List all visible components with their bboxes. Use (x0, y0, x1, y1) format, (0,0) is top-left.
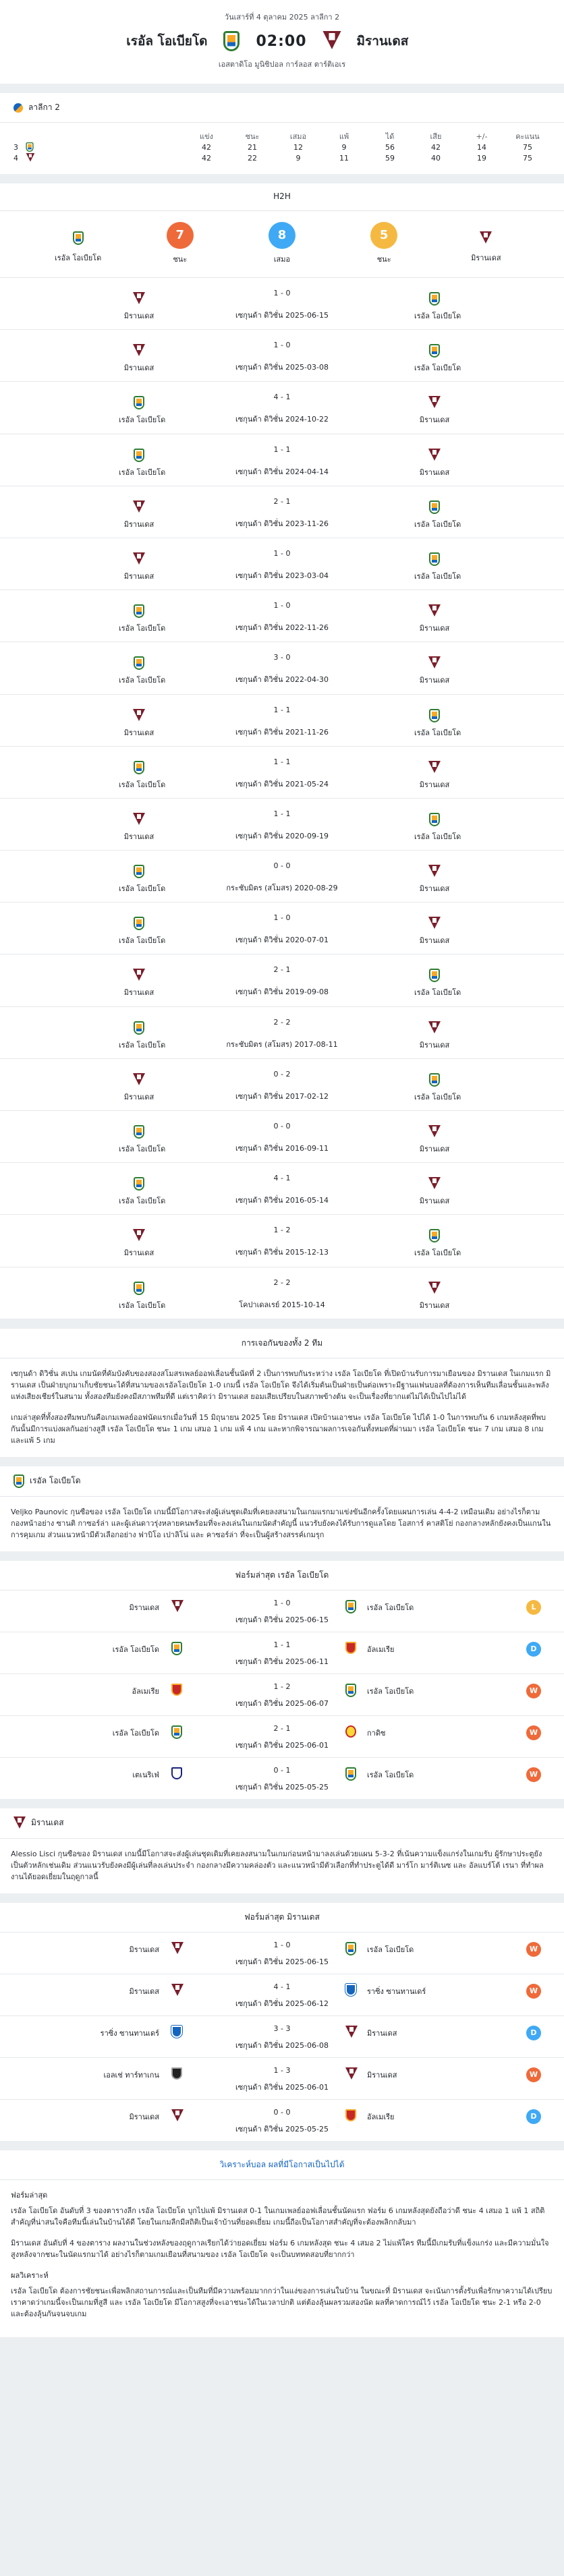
h2h-away-team: เรอัล โอเบียโด (414, 728, 461, 737)
h2h-away-team: เรอัล โอเบียโด (414, 1249, 461, 1258)
prediction-title: วิเคราะห์บอล ผลที่มีโอกาสเป็นไปได้ (0, 2150, 564, 2180)
h2h-match-row[interactable] (0, 1163, 564, 1215)
h2h-score: 0 - 0 (273, 861, 291, 871)
h2h-away-crest-icon (429, 344, 440, 357)
form-score: 1 - 0 (273, 1940, 291, 1949)
home-form-list (0, 1590, 564, 1799)
h2h-away-team: เรอัล โอเบียโด (414, 364, 461, 373)
h2h-competition-date: เซกุนด้า ดิวิชั่น 2016-09-11 (235, 1144, 329, 1153)
h2h-match-row[interactable] (0, 590, 564, 642)
h2h-away-team: เรอัล โอเบียโด (414, 571, 461, 581)
form-result-badge: D (526, 2109, 541, 2124)
standings-crest-cell (24, 151, 39, 165)
standings-cell-gd: 19 (477, 153, 486, 163)
away-team-panel (0, 1808, 564, 1893)
h2h-away-team: มิรานเดส (419, 780, 450, 789)
h2h-match-row[interactable] (0, 903, 564, 954)
standings-cell-gd: 14 (477, 142, 486, 152)
form-match-row[interactable] (0, 1932, 564, 1974)
h2h-away-crest-icon (428, 604, 441, 618)
h2h-match-row[interactable] (0, 1059, 564, 1111)
h2h-home-team: เรอัล โอเบียโด (119, 780, 166, 789)
form-result-badge: W (526, 1725, 541, 1740)
form-score: 1 - 0 (273, 1598, 291, 1607)
h2h-score: 3 - 0 (273, 653, 291, 662)
h2h-away (414, 552, 461, 582)
h2h-match-row[interactable] (0, 799, 564, 851)
h2h-score: 4 - 1 (273, 393, 291, 402)
form-match-row[interactable] (0, 1757, 564, 1799)
prediction-form-away: มิรานเดส อันดับที่ 4 ของตาราง ผลงานในช่วงหลังของฤดูกาลเรียกได้ว่ายอดเยี่ยม ฟอร์ม 6 เกมหลังสุด ชนะ 4 เสมอ 2 ไม่แพ้ใคร ทีมนี้มีเกมรับที่แข็งแกร่ง และมีความมั่นใจสูงหลังจากชนะในนัดแรกมาได้ อย่างไรก็ตามเกมเยือนที่สนามของ เรอัล โอเบียโด จะเป็นบททดสอบที่ยากกว่า (11, 2238, 549, 2259)
h2h-away-crest-icon (429, 552, 440, 566)
standings-cell-pts: 75 (523, 153, 532, 163)
h2h-away-team: มิรานเดส (419, 1300, 450, 1310)
form-date: เซกุนด้า ดิวิชั่น 2025-06-07 (235, 1698, 329, 1708)
standings-cell-pos: 4 (13, 153, 18, 163)
form-score: 1 - 2 (273, 1682, 291, 1691)
h2h-competition-date: เซกุนด้า ดิวิชั่น 2024-04-14 (235, 467, 329, 476)
h2h-win-label-right: ชนะ (376, 255, 391, 264)
h2h-away-team: มิรานเดส (419, 884, 450, 894)
form-away-team: เรอัล โอเบียโด (367, 1770, 414, 1779)
h2h-home-team: มิรานเดส (123, 519, 154, 529)
h2h-away (414, 1125, 455, 1155)
match-header (0, 0, 564, 84)
standings-cell-p: 42 (202, 142, 211, 152)
h2h-home-team: เรอัล โอเบียโด (119, 624, 166, 633)
h2h-draws: 8 (269, 222, 295, 249)
h2h-left-crest-icon (73, 231, 84, 245)
form-away-crest-icon (345, 1600, 356, 1613)
home-team-name[interactable]: เรอัล โอเบียโด (126, 34, 208, 49)
standings-cell-gf: 56 (385, 142, 395, 152)
h2h-away (414, 761, 455, 791)
standings-cell-l: 9 (341, 142, 347, 152)
h2h-away-crest-icon (429, 813, 440, 826)
h2h-score: 0 - 0 (273, 1122, 291, 1130)
form-home-team: เตเนริเฟ่ (132, 1770, 159, 1779)
standings-cell-l: 11 (339, 153, 349, 163)
form-match-row[interactable] (0, 2099, 564, 2141)
h2h-away-team: มิรานเดส (419, 676, 450, 685)
h2h-away-crest-icon (429, 709, 440, 722)
h2h-score: 1 - 0 (273, 913, 291, 923)
h2h-match-row[interactable] (0, 747, 564, 799)
h2h-away-crest-icon (428, 656, 441, 670)
standings-cell-ga: 40 (431, 153, 441, 163)
standings-header-row (13, 131, 551, 142)
form-match-row[interactable] (0, 2057, 564, 2099)
standings-col-header: เสมอ (289, 132, 307, 141)
h2h-competition-date: เซกุนด้า ดิวิชั่น 2024-10-22 (235, 415, 329, 424)
prediction-result-text: เรอัล โอเบียโด ต้องการชัยชนะเพื่อพลิกสถานการณ์และเป็นทีมที่มีความพร้อมมากกว่าในแง่ของการเล่นในบ้าน ในขณะที่ มิรานเดส จะเน้นการตั้งรับเพื่อรักษาความได้เปรียบ เราคาดว่าเกมนี้จะเป็นเกมที่สูสี และ เรอัล โอเบียโด มีโอกาสสูงที่จะเอาชนะได้ในเวลาปกติ แต่ต้องลุ้นผลรวมสองนัด ผลที่คาดการณ์ไว้ เรอัล โอเบียโด ชนะ 2-1 หรือ 2-0 และต้องลุ้นกันจนจบเกม (11, 2286, 553, 2318)
h2h-score: 4 - 1 (273, 1174, 291, 1183)
home-section-crest-icon (13, 1475, 24, 1488)
h2h-away-crest-icon (428, 449, 441, 462)
h2h-home-team: มิรานเดส (123, 728, 154, 737)
standings-cell-w: 22 (248, 153, 257, 163)
h2h-win-label: ชนะ (173, 255, 188, 264)
h2h-competition-date: เซกุนด้า ดิวิชั่น 2019-09-08 (235, 988, 329, 997)
h2h-match-list (0, 277, 564, 1319)
form-date: เซกุนด้า ดิวิชั่น 2025-05-25 (235, 2124, 329, 2134)
prediction-panel (0, 2150, 564, 2337)
form-home-team: เรอัล โอเบียโด (112, 1728, 159, 1738)
standings-panel (0, 93, 564, 174)
home-section-team[interactable]: เรอัล โอเบียโด (30, 1476, 81, 1486)
h2h-away (414, 292, 461, 322)
h2h-score: 0 - 2 (273, 1069, 291, 1079)
form-away-team: ราซิ่ง ซานทานเดร์ (367, 1986, 426, 1996)
h2h-home-team: มิรานเดส (123, 1249, 154, 1258)
away-section-text: Alessio Lisci กุนซือของ มิรานเดส เกมนี้มีโอกาสจะส่งผู้เล่นชุดเดิมที่เคยลงสนามในเกมก่อนหน้ามาลงเล่นด้วยแผน 5-3-2 ที่เน้นความแข็งแกร่งในเกมรับ ผู้รักษาประตูยังเป็นตัวหลักเช่นเดิม ส่วนแนวรับยังคงมีผู้เล่นที่ลงเล่นประจำ กองกลางมีความคล่องตัว และแนวหน้ามีตัวเลือกที่ทำประตูได้ดี มาร์โก มาร์ติเนซ และ อัลแบร์โต้ เรนา ที่ทำผลงานได้ยอดเยี่ยมในฤดูกาลนี้ (11, 1849, 544, 1881)
away-form-panel (0, 1903, 564, 2141)
form-home-team: อัลเมเรีย (132, 1686, 159, 1696)
h2h-away-team: เรอัล โอเบียโด (414, 832, 461, 841)
form-away-crest-icon (345, 2067, 358, 2081)
h2h-match-row[interactable] (0, 330, 564, 382)
h2h-home-team: เรอัล โอเบียโด (119, 416, 166, 425)
form-match-row[interactable] (0, 1974, 564, 2015)
h2h-home-team: เรอัล โอเบียโด (119, 1197, 166, 1206)
h2h-score: 2 - 1 (273, 965, 291, 975)
h2h-match-row[interactable] (0, 434, 564, 486)
h2h-match-row[interactable] (0, 382, 564, 434)
away-section-crest-icon (13, 1816, 26, 1830)
form-score: 1 - 1 (273, 1640, 291, 1649)
h2h-away-crest-icon (428, 865, 441, 878)
h2h-away-crest-icon (428, 761, 441, 774)
h2h-away-crest-icon (428, 1021, 441, 1035)
h2h-away-team: มิรานเดส (419, 467, 450, 477)
standings-col-header: ชนะ (245, 132, 260, 141)
h2h-score: 1 - 0 (273, 341, 291, 350)
h2h-competition-date: เซกุนด้า ดิวิชั่น 2025-06-15 (235, 311, 329, 320)
form-match-row[interactable] (0, 1673, 564, 1715)
home-form-panel (0, 1561, 564, 1799)
h2h-match-row[interactable] (0, 1111, 564, 1163)
h2h-competition-date: เซกุนด้า ดิวิชั่น 2016-05-14 (235, 1196, 329, 1205)
form-result-badge: W (526, 2067, 541, 2082)
form-home-team: มิรานเดส (129, 1945, 159, 1954)
standings-col-header: แพ้ (339, 132, 349, 141)
analysis-title: การเจอกันของทั้ง 2 ทีม (0, 1329, 564, 1358)
h2h-competition-date: เซกุนด้า ดิวิชั่น 2017-02-12 (235, 1091, 329, 1101)
h2h-home-team: เรอัล โอเบียโด (119, 1040, 166, 1050)
h2h-away (414, 500, 461, 530)
form-date: เซกุนด้า ดิวิชั่น 2025-06-01 (235, 1740, 329, 1750)
form-score: 0 - 1 (273, 1765, 291, 1775)
h2h-competition-date: เซกุนด้า ดิวิชั่น 2021-05-24 (235, 779, 329, 789)
h2h-score: 1 - 0 (273, 289, 291, 297)
h2h-away (414, 656, 455, 686)
standings-col-header: ได้ (385, 132, 395, 141)
h2h-away-team: มิรานเดส (419, 1145, 450, 1153)
standings-cell-gf: 59 (385, 153, 395, 163)
h2h-home-team: เรอัล โอเบียโด (119, 1300, 166, 1310)
form-away-team: เรอัล โอเบียโด (367, 1945, 414, 1954)
home-team-panel (0, 1466, 564, 1551)
h2h-competition-date: เซกุนด้า ดิวิชั่น 2015-12-13 (235, 1248, 329, 1257)
standings-table (0, 123, 564, 174)
h2h-away (414, 917, 455, 946)
standings-col-header: +/- (476, 132, 488, 141)
standings-cell-pos: 3 (13, 142, 18, 152)
form-home-team: มิรานเดส (129, 1986, 159, 1996)
h2h-score: 1 - 2 (273, 1226, 291, 1235)
analysis-paragraph-1: เซกุนด้า ดิวิชั่น สเปน เกมนัดที่คัมบังคับของสองสโมสรเพลย์ออฟเลื่อนชั้นนัดที่ 2 เป็นการพบกันระหว่าง เรอัล โอเบียโด ที่เปิดบ้านรับการมาเยือนของ มิรานเดส ในเกมแรก มิรานเดส เป็นฝ่ายบุกมาเก็บชัยชนะได้ที่สนามของเรอัลโอเบียโด 1-0 เกมนี้ เรอัล โอเบียโด จึงได้เริ่มต้นเป็นฝ่ายเป็นต่อเพราะมีฐานแฟนบอลที่ต้องการเห็นทีมเลื่อนชั้นและพลังแห่งเสียงเชียร์ในสนาม ทั้งสองทีมยังคงมีสภาพทีมที่ดี แต่เราคิดว่า มิรานเดส ยอมเสียเปรียบในสภาพข้างต้น จะเป็นเรื่องที่ยากแต่ไม่ได้เป็นไปไม่ได้ (11, 1369, 551, 1401)
prediction-form-home: เรอัล โอเบียโด อันดับที่ 3 ของตารางลีก เรอัล โอเบียโด บุกไปแพ้ มิรานเดส 0-1 ในเกมเพลย์ออฟเลื่อนชั้นนัดแรก ฟอร์ม 6 เกมหลังสุดยังถือว่าดี ชนะ 4 เสมอ 1 แพ้ 1 สถิติสำคัญที่น่าสนใจคือทีมนี้เล่นในบ้านได้ดี โดยในเกมลีกมีสถิติเป็นเจ้าบ้านที่ยอดเยี่ยม เกมนี้ถือเป็นโอกาสสำคัญที่จะต้องพลิกกลับมา (11, 2206, 545, 2227)
standings-cell-d: 9 (295, 153, 301, 163)
h2h-away-crest-icon (429, 969, 440, 982)
form-result-badge: W (526, 1767, 541, 1782)
form-date: เซกุนด้า ดิวิชั่น 2025-06-08 (235, 2040, 329, 2050)
h2h-title: H2H (0, 183, 564, 211)
standings-cell-w: 21 (248, 142, 257, 152)
form-away-team: เรอัล โอเบียโด (367, 1603, 414, 1612)
form-result-badge: W (526, 1942, 541, 1957)
form-date: เซกุนด้า ดิวิชั่น 2025-06-01 (235, 2082, 329, 2092)
form-match-row[interactable] (0, 1632, 564, 1673)
h2h-match-row[interactable] (0, 642, 564, 694)
standings-cell-pts: 75 (523, 142, 532, 152)
form-result-badge: L (526, 1600, 541, 1615)
form-away-crest-icon (345, 1767, 356, 1781)
form-away-team: มิรานเดส (367, 2070, 397, 2080)
standings-col-header: แข่ง (200, 132, 213, 141)
h2h-home-team: มิรานเดส (123, 571, 154, 581)
h2h-summary (0, 211, 564, 277)
match-date: วันเสาร์ที่ 4 ตุลาคม 2025 ลาลีกา 2 (224, 13, 340, 22)
form-score: 2 - 1 (273, 1723, 291, 1733)
h2h-away (414, 396, 455, 426)
team-crest-icon (26, 142, 33, 152)
h2h-competition-date: เซกุนด้า ดิวิชั่น 2020-07-01 (235, 936, 329, 945)
h2h-score: 2 - 1 (273, 496, 291, 506)
form-date: เซกุนด้า ดิวิชั่น 2025-05-25 (235, 1782, 329, 1792)
h2h-competition-date: โคปาเดลเรย์ 2015-10-14 (239, 1300, 325, 1309)
h2h-left-team: เรอัล โอเบียโด (54, 254, 102, 262)
form-score: 0 - 0 (273, 2107, 291, 2117)
h2h-home-team: มิรานเดส (123, 364, 154, 373)
h2h-away (414, 1282, 455, 1311)
h2h-score: 1 - 0 (273, 548, 291, 558)
form-result-badge: W (526, 1984, 541, 1999)
h2h-competition-date: กระชับมิตร (สโมสร) 2017-08-11 (226, 1039, 338, 1049)
form-home-team: มิรานเดส (129, 1603, 159, 1612)
form-date: เซกุนด้า ดิวิชั่น 2025-06-15 (235, 1957, 329, 1966)
venue: เอสตาดิโอ มูนิซิปอล การ์ลอส ตาร์ติเอเร (218, 60, 346, 69)
h2h-score: 1 - 0 (273, 601, 291, 610)
h2h-competition-date: เซกุนด้า ดิวิชั่น 2022-11-26 (235, 623, 329, 633)
standings-cell-ga: 42 (431, 142, 441, 152)
h2h-away-team: เรอัล โอเบียโด (414, 988, 461, 998)
h2h-competition-date: เซกุนด้า ดิวิชั่น 2020-09-19 (235, 831, 329, 840)
form-away-crest-icon (345, 1684, 356, 1697)
h2h-home-team: เรอัล โอเบียโด (119, 676, 166, 685)
h2h-right-wins: 5 (370, 222, 397, 249)
home-crest-icon (223, 31, 239, 51)
standings-row[interactable] (13, 152, 551, 163)
analysis-paragraph-2: เกมล่าสุดที่ทั้งสองทีมพบกันคือเกมเพลย์ออฟนัดแรกเมื่อวันที่ 15 มิถุนายน 2025 โดย มิรานเดส เปิดบ้านเอาชนะ เรอัล โอเบียโด ไปได้ 1-0 ในการพบกัน 6 เกมหลังสุดที่พบกันนั้นมีการแบ่งผลกันอย่างสูสี เรอัล โอเบียโด ชนะ 1 เกม เสมอ 1 เกม แพ้ 4 เกม และหากพิจารณาผลการเจอกันทั้งหมดที่ผ่านมา เรอัล โอเบียโด ชนะ 7 เกม เสมอ 8 เกม และแพ้ 5 เกม (11, 1412, 546, 1445)
team-crest-icon (26, 153, 35, 163)
h2h-competition-date: เซกุนด้า ดิวิชั่น 2022-04-30 (235, 675, 329, 685)
h2h-match-row[interactable] (0, 851, 564, 903)
h2h-away-team: มิรานเดส (419, 624, 450, 633)
h2h-competition-date: เซกุนด้า ดิวิชั่น 2025-03-08 (235, 363, 329, 372)
form-date: เซกุนด้า ดิวิชั่น 2025-06-15 (235, 1615, 329, 1624)
form-home-team: มิรานเดส (129, 2112, 159, 2121)
h2h-score: 1 - 1 (273, 445, 291, 454)
form-score: 4 - 1 (273, 1982, 291, 1991)
h2h-competition-date: เซกุนด้า ดิวิชั่น 2021-11-26 (235, 727, 329, 737)
h2h-away (414, 813, 461, 842)
h2h-away-team: มิรานเดส (419, 1040, 450, 1050)
home-section-text: Veljko Paunovic กุนซือของ เรอัล โอเบียโด เกมนี้มีโอกาสจะส่งผู้เล่นชุดเดิมที่เคยลงสนามในเกมแรกมาแข่งขันอีกครั้งโดยแผนการเล่น 4-4-2 เหมือนเดิม อย่างไรก็ตาม กองหน้าอย่าง ซานติ กาซอร์ล่า และผู้เล่นดาวรุ่งหลายคนพร้อมที่จะลงเล่นในเกมนัดสำคัญนี้ แนวรับยังคงได้รับการดูแลโดย โอสการ์ คาสติโย่ กองกลางหลักยังคงเป็นแกนในการคุมเกม ส่วนแนวหน้ามีตัวเลือกอย่าง ฟาบิโอ เปาลิโน่ และ คาซอร์ล่า ที่จะเป็นผู้สร้างสรรค์เกมรุก (11, 1507, 551, 1539)
h2h-score: 1 - 1 (273, 705, 291, 714)
h2h-away (414, 449, 455, 478)
form-away-team: อัลเมเรีย (367, 2112, 395, 2121)
home-form-title: ฟอร์มล่าสุด เรอัล โอเบียโด (235, 1570, 329, 1580)
h2h-away-team: มิรานเดส (419, 936, 450, 946)
h2h-match-row[interactable] (0, 1267, 564, 1319)
h2h-away-team: มิรานเดส (419, 1197, 450, 1206)
form-home-team: เอลเช่ ทาร์ทาเกน (103, 2070, 159, 2080)
h2h-away (414, 709, 461, 739)
form-score: 3 - 3 (273, 2024, 291, 2033)
h2h-match-row[interactable] (0, 278, 564, 330)
h2h-left-wins: 7 (167, 222, 194, 249)
standings-cell-d: 12 (293, 142, 303, 152)
h2h-score: 2 - 2 (273, 1017, 291, 1027)
h2h-home-team: เรอัล โอเบียโด (119, 936, 166, 946)
h2h-home-team: เรอัล โอเบียโด (119, 467, 166, 477)
h2h-match-row[interactable] (0, 486, 564, 538)
h2h-home-team: เรอัล โอเบียโด (119, 1145, 166, 1153)
h2h-away (414, 865, 455, 894)
league-name[interactable]: ลาลีกา 2 (28, 103, 60, 112)
form-away-team: มิรานเดส (367, 2028, 397, 2038)
form-result-badge: D (526, 2026, 541, 2040)
league-icon (13, 103, 23, 113)
form-score: 1 - 3 (273, 2065, 291, 2075)
h2h-away (414, 1073, 461, 1103)
standings-col-header: คะแนน (515, 132, 540, 141)
h2h-match-row[interactable] (0, 1215, 564, 1267)
h2h-score: 2 - 2 (273, 1278, 291, 1287)
standings-header (0, 93, 564, 123)
prediction-form-heading: ฟอร์มล่าสุด (11, 2190, 48, 2200)
h2h-away-team: เรอัล โอเบียโด (414, 519, 461, 529)
h2h-away-team: เรอัล โอเบียโด (414, 312, 461, 320)
form-match-row[interactable] (0, 2015, 564, 2057)
h2h-away-crest-icon (429, 1073, 440, 1087)
h2h-away (414, 1021, 455, 1051)
form-date: เซกุนด้า ดิวิชั่น 2025-06-11 (235, 1657, 329, 1666)
h2h-score: 1 - 1 (273, 809, 291, 818)
h2h-home-team: มิรานเดส (123, 1092, 154, 1101)
h2h-away-crest-icon (428, 1125, 441, 1139)
standings-col-header: เสีย (430, 132, 442, 141)
form-away-team: กาดิซ (367, 1728, 386, 1738)
h2h-away (414, 1229, 461, 1259)
form-away-team: เรอัล โอเบียโด (367, 1686, 414, 1696)
form-home-team: เรอัล โอเบียโด (112, 1644, 159, 1654)
h2h-away (414, 969, 461, 998)
standings-row[interactable] (13, 142, 551, 152)
h2h-home-team: เรอัล โอเบียโด (119, 884, 166, 894)
away-team-name[interactable]: มิรานเดส (356, 34, 409, 49)
form-away-team: อัลเมเรีย (367, 1644, 395, 1654)
h2h-away-crest-icon (429, 292, 440, 306)
h2h-score: 1 - 1 (273, 757, 291, 766)
away-form-title: ฟอร์มล่าสุด มิรานเดส (244, 1912, 320, 1922)
form-result-badge: W (526, 1684, 541, 1698)
h2h-away-crest-icon (428, 396, 441, 409)
away-section-team[interactable]: มิรานเดส (31, 1818, 64, 1828)
form-result-badge: D (526, 1642, 541, 1657)
h2h-draw-label: เสมอ (273, 255, 291, 264)
h2h-right-team: มิรานเดส (471, 254, 501, 262)
standings-cell-p: 42 (202, 153, 211, 163)
h2h-away-team: เรอัล โอเบียโด (414, 1092, 461, 1101)
h2h-away (414, 1177, 455, 1207)
away-crest-icon (322, 31, 341, 51)
h2h-panel (0, 183, 564, 1319)
form-away-crest-icon (345, 1942, 356, 1955)
form-match-row[interactable] (0, 1715, 564, 1757)
h2h-competition-date: เซกุนด้า ดิวิชั่น 2023-03-04 (235, 571, 329, 580)
h2h-away (414, 344, 461, 374)
h2h-away-crest-icon (428, 917, 441, 930)
form-date: เซกุนด้า ดิวิชั่น 2025-06-12 (235, 1999, 329, 2008)
h2h-match-row[interactable] (0, 954, 564, 1006)
form-away-crest-icon (345, 1725, 356, 1738)
prediction-result-heading: ผลวิเคราะห์ (11, 2270, 49, 2280)
away-form-list (0, 1932, 564, 2141)
h2h-right-crest-icon (480, 231, 492, 245)
h2h-competition-date: เซกุนด้า ดิวิชั่น 2023-11-26 (235, 519, 329, 528)
h2h-competition-date: กระชับมิตร (สโมสร) 2020-08-29 (226, 884, 338, 893)
h2h-home-team: มิรานเดส (123, 312, 154, 320)
analysis-panel (0, 1329, 564, 1457)
h2h-away-crest-icon (429, 500, 440, 514)
form-match-row[interactable] (0, 1590, 564, 1632)
h2h-away-team: มิรานเดส (419, 416, 450, 425)
kickoff-time: 02:00 (256, 32, 307, 50)
h2h-home-team: มิรานเดส (123, 832, 154, 841)
form-home-team: ราซิ่ง ซานทานเดร์ (100, 2028, 159, 2038)
form-away-crest-icon (345, 1984, 356, 1996)
h2h-match-row[interactable] (0, 538, 564, 590)
h2h-away-crest-icon (428, 1282, 441, 1295)
h2h-away (414, 604, 455, 634)
form-away-crest-icon (345, 2109, 356, 2121)
h2h-away-crest-icon (428, 1177, 441, 1191)
form-away-crest-icon (345, 2026, 358, 2039)
h2h-match-row[interactable] (0, 1007, 564, 1059)
form-away-crest-icon (345, 1642, 356, 1654)
h2h-match-row[interactable] (0, 695, 564, 747)
h2h-away-crest-icon (429, 1229, 440, 1242)
h2h-home-team: มิรานเดส (123, 988, 154, 998)
